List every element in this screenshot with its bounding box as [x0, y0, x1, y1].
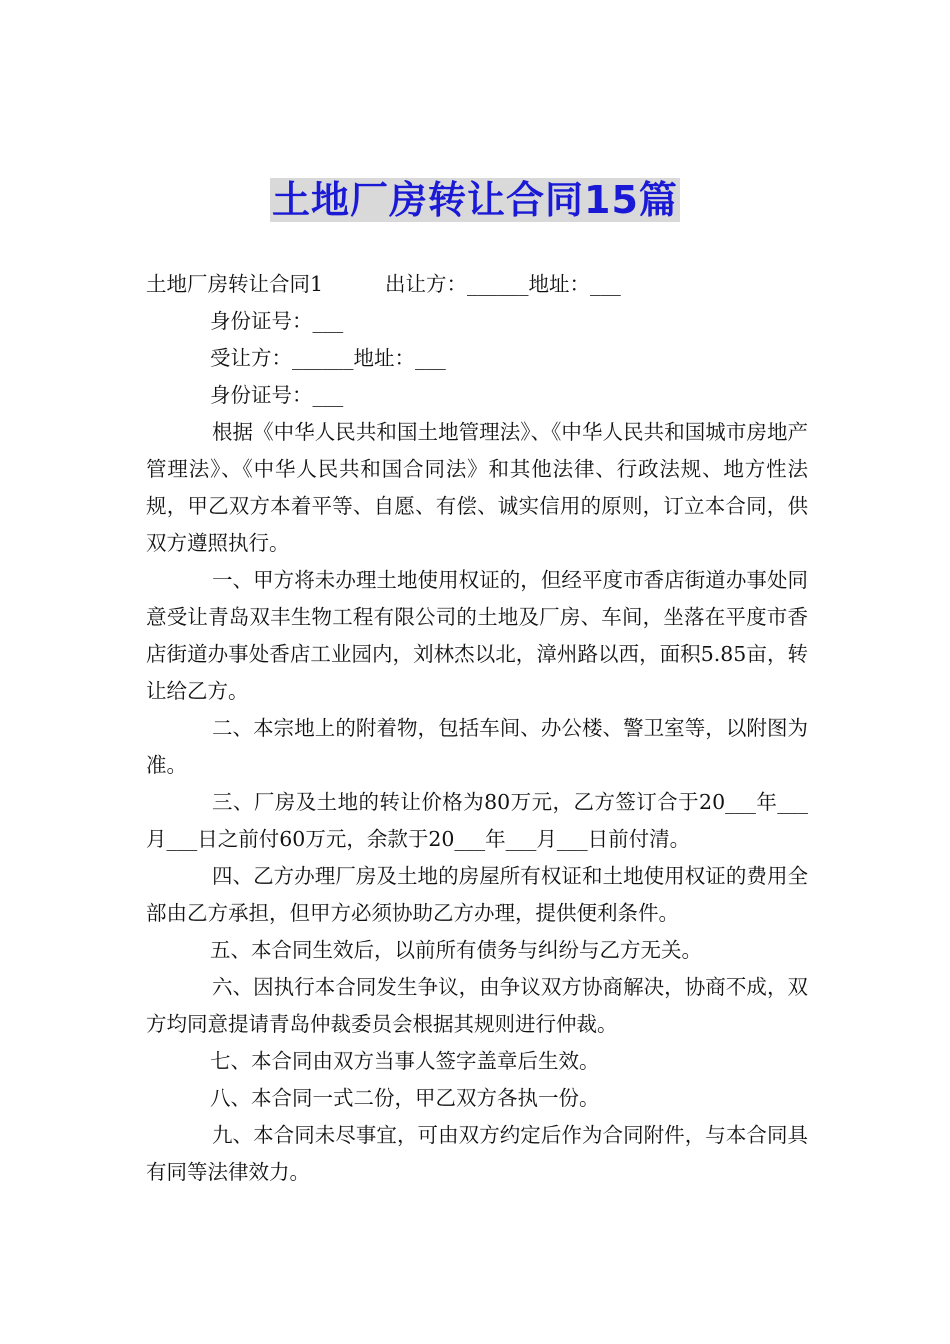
transferor-id-line: 身份证号：___	[210, 309, 344, 333]
paragraph-clause-9: 九、本合同未尽事宜，可由双方约定后作为合同附件，与本合同具有同等法律效力。	[146, 1123, 808, 1184]
paragraph-preamble: 根据《中华人民共和国土地管理法》、《中华人民共和国城市房地产管理法》、《中华人民共和国合同法》和其他法律、行政法规、地方性法规，甲乙双方本着平等、自愿、有偿、诚实信用的原则，订立本合同，供双方遵照执行。	[146, 420, 808, 555]
paragraph-clause-1: 一、甲方将未办理土地使用权证的，但经平度市香店街道办事处同意受让青岛双丰生物工程有限公司的土地及厂房、车间，坐落在平度市香店街道办事处香店工业园内，刘林杰以北，漳州路以西，面积5.85亩，转让给乙方。	[146, 568, 808, 703]
document-title	[0, 176, 950, 224]
contract-header-line	[146, 266, 808, 303]
paragraph-clause-4: 四、乙方办理厂房及土地的房屋所有权证和土地使用权证的费用全部由乙方承担，但甲方必须协助乙方办理，提供便利条件。	[146, 864, 808, 925]
paragraph-clause-7: 七、本合同由双方当事人签字盖章后生效。	[210, 1049, 600, 1073]
contract-heading: 土地厂房转让合同1	[146, 272, 324, 296]
transferee-id-line: 身份证号：___	[210, 383, 344, 407]
paragraph-clause-8: 八、本合同一式二份，甲乙双方各执一份。	[210, 1086, 600, 1110]
document-body	[146, 266, 808, 1191]
paragraph-clause-5: 五、本合同生效后，以前所有债务与纠纷与乙方无关。	[210, 938, 702, 962]
transferor-line: 出让方：______地址：___	[385, 272, 621, 296]
paragraph-clause-2: 二、本宗地上的附着物，包括车间、办公楼、警卫室等，以附图为准。	[146, 716, 808, 777]
transferee-line: 受让方：______地址：___	[210, 346, 446, 370]
document-title-text: 土地厂房转让合同15篇	[272, 178, 678, 222]
paragraph-clause-3: 三、厂房及土地的转让价格为80万元，乙方签订合于20___年___月___日之前付60万元，余款于20___年___月___日前付清。	[146, 790, 808, 851]
paragraph-clause-6: 六、因执行本合同发生争议，由争议双方协商解决，协商不成，双方均同意提请青岛仲裁委员会根据其规则进行仲裁。	[146, 975, 808, 1036]
